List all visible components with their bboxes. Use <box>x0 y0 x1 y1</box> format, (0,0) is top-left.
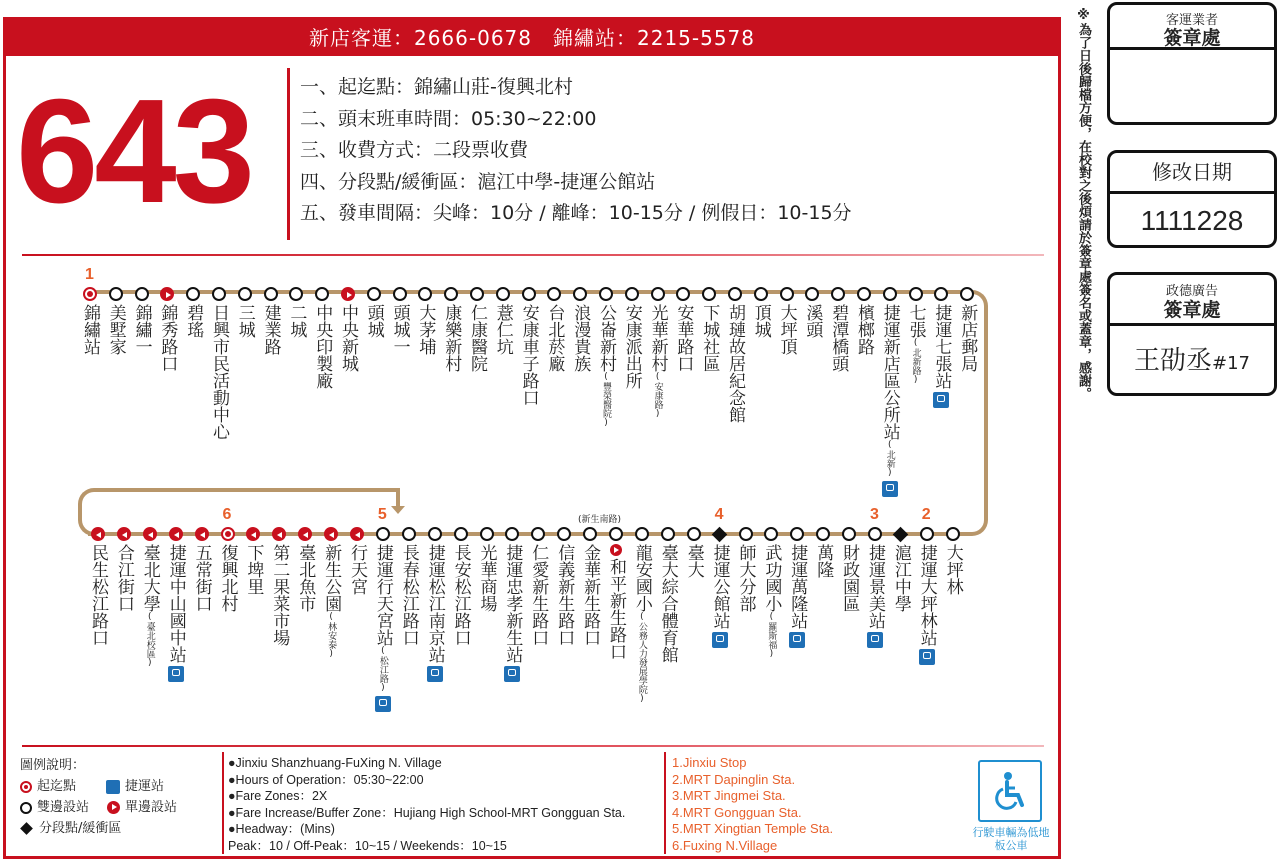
side-note: ※為了日後歸檔方便，在校對之後煩請於簽章處簽名或蓋章，感謝。 <box>1076 8 1091 400</box>
bottom-stop-label <box>476 544 498 612</box>
bottom-stop-label <box>217 544 239 612</box>
revision-date-box <box>1107 150 1277 248</box>
stop-name: 新生公園 <box>321 544 342 612</box>
stop-name: 仁愛新生路口 <box>528 544 549 646</box>
top-stop-label <box>905 304 927 385</box>
bottom-stop-marker <box>169 527 183 541</box>
wheelchair-icon <box>978 760 1042 822</box>
info-endpoints: 一、起迄點：錦繡山莊-復興北村 <box>300 76 573 98</box>
mrt-icon <box>919 649 935 665</box>
info-fare: 三、收費方式：二段票收費 <box>300 139 529 161</box>
top-stop-label <box>466 304 488 372</box>
stop-name: 滬江中學 <box>890 544 911 612</box>
bottom-stop-label <box>398 544 420 646</box>
top-stop-marker <box>212 287 226 301</box>
stop-name: 行天宮 <box>347 544 367 595</box>
bottom-stop-label <box>864 544 886 648</box>
en-stop-2: 2.MRT Dapinglin Sta. <box>672 771 796 787</box>
top-stop-marker <box>367 287 381 301</box>
divider-vertical <box>287 68 290 240</box>
bottom-stop-label <box>942 544 964 595</box>
bottom-stop-marker <box>195 527 209 541</box>
stop-name: 三城 <box>234 304 255 338</box>
bottom-stop-label <box>139 544 161 668</box>
top-stop-label <box>363 304 385 338</box>
bottom-stop-label <box>527 544 549 646</box>
stop-name: 溪頭 <box>802 304 823 338</box>
mrt-icon <box>106 780 120 794</box>
stop-number: 6 <box>222 506 232 523</box>
top-stop-label <box>105 304 127 355</box>
bottom-stop-marker <box>480 527 494 541</box>
stop-name: 七張 <box>905 304 926 338</box>
bottom-stop-label <box>916 544 938 665</box>
top-stop-label <box>879 304 901 497</box>
stop-name: 錦繡一 <box>131 304 152 355</box>
stop-name: 薏仁坑 <box>492 304 513 355</box>
stop-name: 復興北村 <box>217 544 238 612</box>
stop-name: 長春松江路口 <box>398 544 419 646</box>
bottom-stop-label <box>320 544 342 659</box>
english-info <box>228 755 625 854</box>
top-stop-marker <box>496 287 510 301</box>
top-stop-label <box>260 304 282 355</box>
route-info <box>300 72 852 230</box>
stop-name: 捷運公館站 <box>709 544 730 629</box>
mrt-icon <box>427 666 443 682</box>
bottom-stop-marker <box>635 527 649 541</box>
info-headway: 五、發車間隔：尖峰：10分 / 離峰：10-15分 / 例假日：10-15分 <box>300 202 852 224</box>
bottom-stop-label <box>760 544 782 659</box>
bottom-stop-label <box>242 544 264 595</box>
top-stop-marker <box>909 287 923 301</box>
stop-subname: (北新路) <box>910 338 921 385</box>
stop-subname: (羅斯福) <box>766 612 777 659</box>
stop-name: 頭城一 <box>389 304 410 355</box>
bottom-stop-label <box>165 544 187 682</box>
stop-number: 3 <box>870 506 879 523</box>
bottom-stop-label <box>501 544 523 682</box>
top-stop-label <box>182 304 204 338</box>
divider-bottom <box>22 745 1044 747</box>
top-stop-label <box>569 304 591 372</box>
operator-sign-box <box>1107 2 1277 125</box>
stop-name: 美墅家 <box>105 304 126 355</box>
stop-name: 捷運七張站 <box>931 304 952 389</box>
bottom-stop-label <box>372 544 394 712</box>
english-stops <box>672 755 833 854</box>
top-stop-label <box>595 304 617 428</box>
stop-subname: (安康路) <box>652 372 663 419</box>
top-stop-label <box>956 304 978 372</box>
stop-name: 錦秀路口 <box>157 304 178 372</box>
top-stop-label <box>930 304 952 408</box>
legend-oneway: 單邊設站 <box>125 800 178 815</box>
top-stop-label <box>621 304 643 389</box>
bottom-stop-label <box>657 544 679 663</box>
stop-name: 大坪頂 <box>776 304 797 355</box>
bottom-stop-marker <box>946 527 960 541</box>
mrt-icon <box>867 632 883 648</box>
bottom-stop-label <box>838 544 860 612</box>
bottom-stop-marker <box>920 527 934 541</box>
stop-name: 中央新城 <box>338 304 358 372</box>
en-stop-4: 4.MRT Gongguan Sta. <box>672 804 802 820</box>
bottom-stop-label <box>812 544 834 578</box>
top-stop-label <box>698 304 720 372</box>
top-stop-marker <box>470 287 484 301</box>
en-endpoints: ●Jinxiu Shanzhuang-FuXing N. Village <box>228 756 442 770</box>
bottom-stop-marker <box>376 527 390 541</box>
stop-name: 安康車子路口 <box>518 304 539 406</box>
top-stop-marker <box>238 287 252 301</box>
stop-name: 武功國小 <box>761 544 782 612</box>
bottom-stop-label <box>709 544 731 648</box>
origin-icon <box>20 781 32 793</box>
stop-name: 頂城 <box>750 304 771 338</box>
stop-name: 光華商場 <box>476 544 497 612</box>
operator-label: 客運業者 <box>1165 13 1218 28</box>
ad-signature-number: #17 <box>1212 353 1250 374</box>
stop-name: 台北菸廠 <box>544 304 565 372</box>
stop-name: 胡璉故居紀念館 <box>725 304 745 423</box>
top-stop-label <box>414 304 436 355</box>
info-zone: 四、分段點/緩衝區：滬江中學-捷運公館站 <box>300 170 656 193</box>
bottom-stop-marker <box>221 527 235 541</box>
stop-number: 1 <box>85 266 94 283</box>
top-stop-marker <box>83 287 97 301</box>
stop-name: 金華新生路口 <box>580 544 601 646</box>
legend <box>20 755 177 839</box>
bottom-stop-marker <box>842 527 856 541</box>
top-stop-marker <box>728 287 742 301</box>
top-stop-marker <box>264 287 278 301</box>
top-stop-marker <box>625 287 639 301</box>
top-stop-label <box>672 304 694 372</box>
contact-bar <box>3 17 1061 56</box>
stop-name: 二城 <box>286 304 307 338</box>
ad-label: 政德廣告 <box>1165 284 1218 299</box>
en-stop-1: 1.Jinxiu Stop <box>672 755 747 770</box>
top-stop-label <box>234 304 256 338</box>
stop-name: 公崙新村 <box>596 304 616 372</box>
stop-name: 檳榔路 <box>854 304 874 355</box>
bottom-stop-marker <box>143 527 157 541</box>
top-stop-marker <box>754 287 768 301</box>
one-side-icon <box>610 544 622 556</box>
top-stop-label <box>208 304 230 440</box>
stop-subname: (北新) <box>884 440 895 478</box>
revision-date-label: 修改日期 <box>1110 153 1274 194</box>
top-stop-label <box>389 304 411 355</box>
top-stop-label <box>801 304 823 338</box>
xinsheng-note: (新生南路) <box>578 515 622 525</box>
top-stop-marker <box>780 287 794 301</box>
mrt-icon <box>504 666 520 682</box>
mrt-icon <box>789 632 805 648</box>
stop-name: 仁康醫院 <box>467 304 487 372</box>
route-number: 643 <box>16 69 251 234</box>
legend-origin: 起迄點 <box>37 779 77 794</box>
stop-subname: (林安泰) <box>326 612 337 659</box>
stop-name: 大茅埔 <box>415 304 436 355</box>
bottom-stop-marker <box>454 527 468 541</box>
stop-number: 5 <box>377 506 387 523</box>
stop-name: 頭城 <box>363 304 384 338</box>
stop-name: 捷運忠孝新生站 <box>502 544 523 663</box>
top-stop-label <box>131 304 153 355</box>
divider-top <box>22 254 1044 256</box>
stop-name: 臺北魚市 <box>295 544 316 612</box>
bottom-stop-marker <box>324 527 338 541</box>
top-stop-label <box>440 304 462 372</box>
stop-name: 合江街口 <box>113 544 134 612</box>
low-floor-label: 行駛車輛為低地板公車 <box>972 826 1050 852</box>
top-stop-label <box>776 304 798 355</box>
legend-separator-1 <box>222 752 224 854</box>
stop-subname: (松江路) <box>377 646 388 693</box>
top-stop-label <box>337 304 359 372</box>
ad-sign-box <box>1107 272 1277 396</box>
info-hours: 二、頭末班車時間：05:30~22:00 <box>300 107 597 130</box>
stop-name: 大坪林 <box>942 544 963 595</box>
stop-name: 師大分部 <box>735 544 756 612</box>
legend-zone: 分段點/緩衝區 <box>39 821 122 836</box>
bottom-stop-label <box>890 544 912 612</box>
loop-arrow-icon <box>391 506 405 514</box>
top-stop-marker <box>883 287 897 301</box>
top-stop-label <box>750 304 772 338</box>
stop-name: 長安松江路口 <box>450 544 471 646</box>
stop-number: 4 <box>714 506 724 523</box>
bottom-stop-marker <box>661 527 675 541</box>
stop-name: 康樂新村 <box>441 304 462 372</box>
stop-name: 捷運景美站 <box>865 544 885 629</box>
bottom-stop-marker <box>609 527 623 541</box>
stop-name: 萬隆 <box>813 544 834 578</box>
bottom-stop-marker <box>91 527 105 541</box>
stop-subname: (公務人力發展學院) <box>636 612 647 704</box>
en-stop-5: 5.MRT Xingtian Temple Sta. <box>672 821 834 836</box>
route-track-loop-drop <box>396 488 400 508</box>
stop-name: 民生松江路口 <box>88 544 108 646</box>
stop-subname: (臺北校區) <box>144 612 155 668</box>
bottom-stop-marker <box>402 527 416 541</box>
mrt-icon <box>933 392 949 408</box>
bottom-stop-label <box>294 544 316 612</box>
bottom-stop-marker <box>583 527 597 541</box>
bottom-stop-label <box>424 544 446 682</box>
stop-name: 下埤里 <box>243 544 264 595</box>
ad-sign-title: 簽章處 <box>1163 299 1221 321</box>
bottom-stop-label <box>268 544 290 646</box>
top-stop-marker <box>522 287 536 301</box>
stop-name: 安華路口 <box>673 304 694 372</box>
bottom-stop-label <box>631 544 653 704</box>
top-stop-marker <box>341 287 355 301</box>
stop-name: 碧瑤 <box>183 304 204 338</box>
bottom-stop-label <box>191 544 213 612</box>
one-side-icon <box>107 801 120 814</box>
bottom-stop-label <box>579 544 601 646</box>
bottom-stop-label <box>553 544 575 646</box>
legend-both: 雙邊設站 <box>37 800 90 815</box>
top-stop-label <box>543 304 565 372</box>
mrt-icon <box>375 696 391 712</box>
stop-name: 和平新生路口 <box>606 558 626 660</box>
revision-date-value: 1111228 <box>1140 205 1244 236</box>
top-stop-label <box>724 304 746 423</box>
bottom-stop-label <box>786 544 808 648</box>
top-stop-marker <box>393 287 407 301</box>
bottom-stop-label <box>346 544 368 595</box>
stop-name: 捷運萬隆站 <box>787 544 808 629</box>
stop-name: 第二果菜市場 <box>269 544 290 646</box>
ad-signature-name: 王劭丞 <box>1133 346 1212 376</box>
top-stop-label <box>156 304 178 372</box>
stop-name: 浪漫貴族 <box>570 304 591 372</box>
mrt-icon <box>712 632 728 648</box>
stop-name: 臺大綜合體育館 <box>657 544 678 663</box>
stop-name: 捷運行天宮站 <box>372 544 393 646</box>
mrt-icon <box>882 481 898 497</box>
top-stop-label <box>79 304 101 355</box>
top-stop-label <box>827 304 849 372</box>
both-side-icon <box>20 802 32 814</box>
bottom-stop-marker <box>687 527 701 541</box>
stop-name: 新店郵局 <box>957 304 978 372</box>
stop-name: 錦繡站 <box>80 304 100 355</box>
legend-separator-2 <box>664 752 666 854</box>
en-headway-values: Peak：10 / Off-Peak：10~15 / Weekends：10~15 <box>228 838 507 853</box>
top-stop-label <box>492 304 514 355</box>
bottom-stop-marker <box>739 527 753 541</box>
bottom-stop-marker <box>350 527 364 541</box>
stop-name: 財政園區 <box>839 544 860 612</box>
top-stop-marker <box>599 287 613 301</box>
stop-name: 五常街口 <box>191 544 212 612</box>
stop-name: 臺北大學 <box>139 544 160 612</box>
stop-name: 安康派出所 <box>621 304 642 389</box>
legend-title: 圖例說明： <box>20 758 86 773</box>
bottom-stop-label <box>113 544 135 612</box>
bottom-stop-label <box>735 544 757 612</box>
top-stop-label <box>285 304 307 338</box>
top-stop-label <box>518 304 540 406</box>
legend-mrt: 捷運站 <box>125 779 165 794</box>
stop-name: 捷運松江南京站 <box>424 544 445 663</box>
en-hours: ●Hours of Operation：05:30~22:00 <box>228 772 424 787</box>
zone-icon <box>20 822 33 835</box>
stop-name: 臺大 <box>683 544 704 578</box>
stop-name: 建業路 <box>260 304 281 355</box>
en-zone: ●Fare Increase/Buffer Zone：Hujiang High School-MRT Gongguan Sta. <box>228 805 626 820</box>
bottom-stop-label <box>683 544 705 578</box>
bottom-stop-marker <box>428 527 442 541</box>
top-stop-label <box>311 304 333 389</box>
bottom-stop-label <box>605 544 627 660</box>
stop-number: 2 <box>921 506 931 523</box>
en-stop-6: 6.Fuxing N.Village <box>672 837 778 853</box>
contact-text: 新店客運：2666-0678 錦繡站：2215-5578 <box>308 26 756 50</box>
top-stop-label <box>853 304 875 355</box>
en-fare: ●Fare Zones：2X <box>228 789 328 803</box>
stop-name: 下城社區 <box>699 304 720 372</box>
en-headway: ●Headway：(Mins) <box>228 822 335 836</box>
top-stop-marker <box>857 287 871 301</box>
stop-name: 捷運新店區公所站 <box>879 304 900 440</box>
top-stop-marker <box>135 287 149 301</box>
stop-name: 信義新生路口 <box>554 544 575 646</box>
bottom-stop-label <box>450 544 472 646</box>
ad-signature <box>1110 326 1274 377</box>
stop-subname: (豐榮醫院) <box>601 372 611 428</box>
stop-name: 捷運中山國中站 <box>165 544 186 663</box>
bottom-stop-label <box>87 544 109 646</box>
bottom-stop-marker <box>117 527 131 541</box>
mrt-icon <box>168 666 184 682</box>
stop-name: 日興市民活動中心 <box>209 304 229 440</box>
stop-name: 碧潭橋頭 <box>828 304 849 372</box>
stop-name: 龍安國小 <box>631 544 652 612</box>
top-stop-marker <box>109 287 123 301</box>
stop-name: 中央印製廠 <box>312 304 333 389</box>
stop-name: 光華新村 <box>647 304 668 372</box>
operator-sign-title: 簽章處 <box>1163 27 1221 49</box>
top-stop-label <box>647 304 669 419</box>
en-stop-3: 3.MRT Jingmei Sta. <box>672 788 786 803</box>
bottom-stop-marker <box>868 527 882 541</box>
stop-name: 捷運大坪林站 <box>916 544 937 646</box>
top-stop-marker <box>651 287 665 301</box>
